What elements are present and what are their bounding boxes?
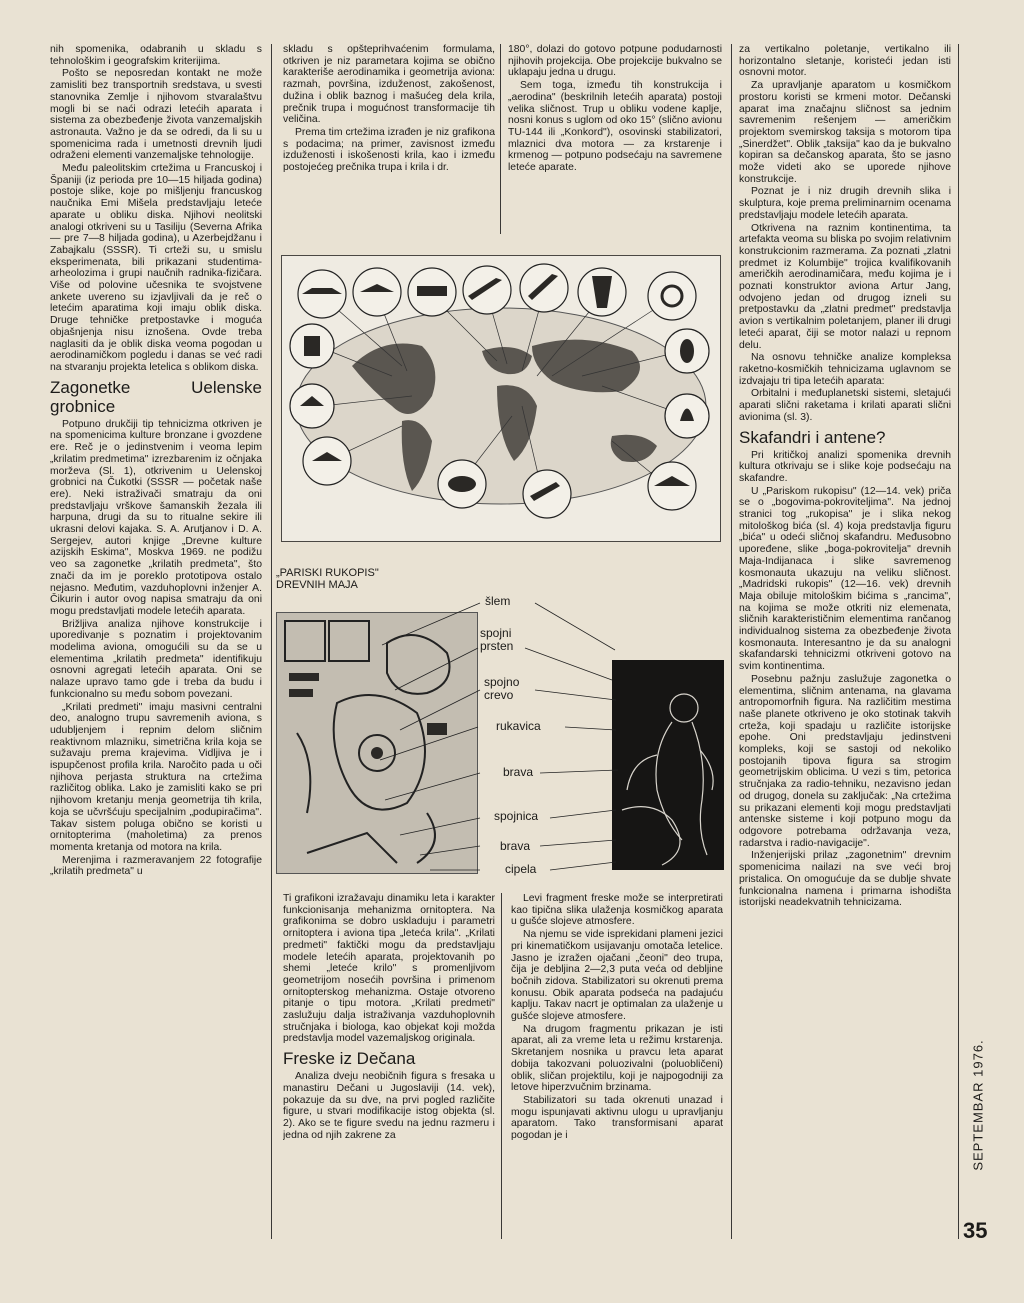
- paragraph: Levi fragment freske može se interpretirati kao tipična slika ulaženja kosmičkog aparata u gušće slojeve atmosfere.: [511, 893, 723, 928]
- label-rukavica: rukavica: [496, 719, 541, 733]
- column-1: [50, 44, 262, 1244]
- paragraph: 180°, dolazi do gotovo potpune podudarnosti njihovih projekcija. Obe projekcije bukvalno se uklapaju jedna u drugu.: [508, 44, 722, 79]
- paragraph: Ti grafikoni izražavaju dinamiku leta i karakter funkcionisanja mehanizma ornitoptera. Na grafikonima se dobro uskladuju i parametri ornitoptera i aviona tipa „leteća krila". „Krilati predmeti" faktički mogu da predstavljaju modele letećih aparata, projektovanih po shemi „leteće krilo" s promenljivom geometrijom nosećih površina i primenom ornitopterskog mehanizma. Ostaje otvoreno pitanje o tipu motora. „Krilati predmeti" zaslužuju dalja istraživanja vazduhoplovnih stručnjaka i biologa, kao objekat koji možda predstavlja model vazemaljskog originala.: [283, 893, 495, 1045]
- paragraph: Među paleolitskim crtežima u Francuskoj i Španiji (iz perioda pre 10—15 hiljada godina) postoje slike, koje po mišljenju francuskog naučnika Emi Mišela predstavljaju leteće aparate u obliku diska. Njihovi neolitski analogi otkriveni su u Tasiliju (Severna Afrika — pre 7—8 hiljada godina), u Azerbejdžanu i Zabajkalu (SSSR). Ti crteži su, u smislu eksperimenata, bili prikazani studentima-arheolozima i grupi naučnih radnika-fizičara. Više od polovine učesnika te svojstvene ankete uvereno su izjavljivali da je reč o letećim aparatima koji imaju oblik diska. Druge tehničke pretpostavke i moguća objašnjenja nisu iznošena. Ovde treba naglasiti da je oblik diska veoma pogodan u aerodinamičkom pogledu i danas se već radi na stvaranju projekta letelica s oblikom diska.: [50, 163, 262, 373]
- column-rule: [271, 44, 272, 1239]
- paragraph: Poznat je i niz drugih drevnih slika i skulptura, koje prema preliminarnim ocenama predstavljaju modele letećih aparata.: [739, 186, 951, 221]
- paragraph: Potpuno drukčiji tip tehnicizma otkriven je na spomenicima kulture bronzane i gvozdene ere. Reč je o jedinstvenim i veoma lepim „krilatim predmetima" izrezbarenim iz očnjaka morževa (Sl. 1), otkrivenim u Uelenskoj grobnici na Čukotki (SSSR — početak naše ere). Neki istraživači smatraju da oni predstavljaju vrškove šamanskih žezala ili harpuna, drugi da su to ritualne sekire ili ukrasni delovi kajaka. S. A. Arutjanov i D. A. Sergejev, autori knjige „Drevne kulture azijskih Eskima", Moskva 1969. ne podižu veo sa zagonetke „krilatih predmeta", što znači da im je poreklo prototipova ostalo nejasno. Međutim, vazduhoplovni inženjer A. Čikurin i autor ovog napisa smatraju da oni mogu predstavljati modele letećih aparata.: [50, 418, 262, 617]
- maya-codex-illustration: [277, 613, 477, 873]
- paragraph: nih spomenika, odabranih u skladu s tehnološkim i geografskim kriterijima.: [50, 44, 262, 67]
- paragraph: skladu s opšteprihvaćenim formulama, otkriven je niz parametara kojima se obično karakteriše aerodinamika i geometrija aviona: razmah, površina, izduženost, zakošenost, dužina i oblik baznog i mašućeg dela krila, prečnik trupa i mogućnost transformacije tih veličina.: [283, 44, 495, 126]
- paragraph: Prema tim crtežima izrađen je niz grafikona s podacima; na primer, zavisnost između izduženosti i iskošenosti krila, kao i između postojećeg prečnika trupa i krila i dr.: [283, 126, 495, 174]
- paragraph: Pošto se neposredan kontakt ne može zamisliti bez transportnih sredstava, u svesti stanovnika Zemlje i njihovom stvaralaštvu mogli bi se naći odrazi letećih aparata i sistema za obezbeđenje života vanzemaljskih astronauta. Važno je da se odredi, da li su u spomenicima rada i umetnosti drevnih ljudi odraženi elementi vanzemaljske tehnologije.: [50, 68, 262, 162]
- paragraph: Posebnu pažnju zaslužuje zagonetka o elementima, sličnim antenama, na glavama antropomorfnih figura. Na različitim mestima naše planete otkriveno je oko stotinak takvih crteža, koji spadaju u različite istorijske epohe. Oni predstavljaju jedinstveni kompleks, koji se sastoji od nekoliko postojanih tipova figura sa strogim geometrijskim oblicima. U vezi s tim, petorica stručnjaka za radio-tehniku, nezavisno jedan od drugog, donela su zaključak: „Na crtežima su prikazani elementi koji mogu predstavljati antenske sisteme i koji potpuno mogu da odgovore potrebama održavanja veza, radarstva i radio-navigacije".: [739, 673, 951, 849]
- column-3-top: [508, 44, 722, 234]
- paragraph: za vertikalno poletanje, vertikalno ili horizontalno sletanje, koristeći jedan isti osnovni motor.: [739, 44, 951, 79]
- column-rule: [500, 44, 501, 234]
- paragraph: Merenjima i razmeravanjem 22 fotografije „krilatih predmeta" u: [50, 854, 262, 878]
- label-brava: brava: [503, 765, 534, 779]
- column-2-top: [283, 44, 495, 234]
- column-rule: [501, 893, 502, 1239]
- paragraph: Na njemu se vide isprekidani plameni jezici pri kinematičkom usijavanju omotača letelice. Jasno je izražen ojačani „čeoni" deo trupa, čija je debljina 2—2,3 puta veća od debljine bočnih zidova. Stabilizatori su okrenuti prema konusu. Obik aparata podseća na padajuću kaplju. Takav nacrt je optimalan za ulaženje u gušće slojeve atmosfere.: [511, 929, 723, 1023]
- paragraph: Na osnovu tehničke analize kompleksa raketno-kosmičkih tehnicizama uglavnom se izdvajaju tri tipa letećih aparata:: [739, 352, 951, 387]
- section-heading-uelen: Zagonetke Uelenske grobnice: [50, 377, 262, 416]
- paragraph: Analiza dveju neobičnih figura s fresaka u manastiru Dečani u Jugoslaviji (14. vek), pokazuje da su dve, na prvi pogled različite figure, u stvari modifikacije istog objekta (sl. 2). Ako se te figure svedu na jednu razmeru i jedna od njih zakrene za: [283, 1071, 495, 1141]
- paragraph: Na drugom fragmentu prikazan je isti aparat, ali za vreme leta u režimu krstarenja. Skretanjem nosnika u pravcu leta aparat dobija takozvani poluozivalni (poluobličeni) oblik, sličan projektilu, koji je najpogodniji za letove hiperzvučnim brzinama.: [511, 1023, 723, 1094]
- section-heading-skafandri: Skafandri i antene?: [739, 427, 886, 447]
- issue-date-vertical: [965, 1000, 991, 1210]
- column-rule: [731, 44, 732, 1239]
- section-heading-decani: Freske iz Dečana: [283, 1049, 416, 1069]
- issue-date-text: SEPTEMBAR 1976.: [970, 1039, 986, 1171]
- paragraph: „Krilati predmeti" imaju masivni centralni deo, analogno trupu savremenih aviona, s udubljenjem i repnim delom sličnim reaktivnom mlazniku, simetrična krila koja se sužavaju prema krajevima. Vidljiva je i ispupčenost profila krila. Naročito pada u oči njihova perjasta struktura na crtežima različitog oblika. Lako je zamisliti kako se pri njihovom kretanju menja geometrija tih krila, koja se učvršćuju specijalnim „podupiračima". Takav sistem poluga obično se koristi u ornitopterima (maholetima) za prenos momenta kretanja od motora na krila.: [50, 701, 262, 853]
- figure-caption-pariski-rukopis: „PARISKI RUKOPIS" DREVNIH MAJA: [276, 567, 379, 591]
- paragraph: Inženjerijski prilaz „zagonetnim" drevnim spomenicima nailazi na sve veći broj pristalica. On omogućuje da se dublje shvate funkcionalna namena i primarna ishodišta istorijski neadekvatnih tehnicizama.: [739, 850, 951, 909]
- label-spojni-prsten: spojni prsten: [480, 626, 514, 653]
- label-spojnica: spojnica: [494, 809, 539, 823]
- paragraph: Orbitalni i međuplanetski sistemi, sletajući aparati slični raketama i krilati aparati slični avionima (sl. 3).: [739, 388, 951, 423]
- page-number: 35: [963, 1218, 988, 1243]
- paragraph: Sem toga, između tih konstrukcija i „aerodina" (beskrilnih letećih aparata) postoji velika sličnost. Trup u obliku vodene kaplje, nosni konus s uglom od oko 15° (slično avionu TU-144 ili „Konkord"), osovinski stabilizatori, mlaznici dva motora — za krstarenje i krmenog — potpuno podsećaju na savremene leteće aparate.: [508, 80, 722, 174]
- column-4: [739, 44, 951, 1244]
- label-cipela: cipela: [505, 862, 537, 876]
- label-spojno-crevo: spojno crevo: [484, 675, 520, 702]
- paragraph: U „Pariskom rukopisu" (12—14. vek) priča se o „bogovima-pokroviteljima". Na jednoj stranici tog „rukopisa" je i slika nekog mitološkog bića (sl. 4) koja predstavlja figuru „bića" u odeći sličnoj skafandru. Međusobno upoređene, slike „boga-pokrovitelja" drevnih Maja-Indijanaca i slike savremenog kosmonauta ukazuju na veliku sličnost. „Madridski rukopis" (12—16. vek) drevnih Maja obiluje mitološkim bićima s „rancima", na kojima se može otkriti niz elemenata, sličnih karakterističnim elementima rančanog individualnog sistema za obezbeđenje života kosmonauta. Interesantno je da su analogni skafandarski tehnicizmi otkriveni gotovo na svim kontinentima.: [739, 485, 951, 673]
- paragraph: Za upravljanje aparatom u kosmičkom prostoru koristi se krmeni motor. Dečanski aparat ima značajnu sličnost sa jednim savremenim rešenjem — američkim projektom svemirskog taksija s motorom tipa „Sinerdžet". Oblik „taksija" kao da je bukvalno kopiran sa dečanskog aparata, što se jasno može videti ako se uporede njihove konstrukcije.: [739, 80, 951, 185]
- col1-intro: [50, 44, 262, 374]
- paragraph: Brižljiva analiza njihove konstrukcije i uporedivanje s poznatim i projektovanim modelima aviona, omogućili su da se u elementima „krilatih predmeta" identifikuju osnovni agregati letećih aparata. Oni se nalaze upravo tamo gde i treba da budu i funkcionalno su među sobom povezani.: [50, 618, 262, 700]
- astronaut-illustration: [612, 660, 724, 870]
- maya-codex-fragment: [276, 612, 478, 874]
- side-rule: [958, 44, 959, 1239]
- world-map-illustration: [282, 256, 720, 541]
- paragraph: Stabilizatori su tada okrenuti unazad i mogu ispunjavati aktivnu ulogu u upravljanju aparatom. Tako transformisani aparat pogodan je i: [511, 1094, 723, 1142]
- world-map-figure: [281, 255, 721, 542]
- astronaut-photo: [612, 660, 724, 870]
- column-3-bottom: [511, 893, 723, 1243]
- paragraph: Pri kritičkoj analizi spomenika drevnih kultura otkrivaju se i slike koje podsećaju na skafandre.: [739, 449, 951, 484]
- label-brava-2: brava: [500, 839, 531, 853]
- label-slem: šlem: [485, 594, 511, 608]
- paragraph: Otkrivena na raznim kontinentima, ta artefakta veoma su bliska po svojim relativnim konstrukcionim razmerama. Za poznati „zlatni predmet iz Kolumbije" trojica kvalifikovanih američkih aerodinamičara, među kojima je i poznati konstruktor aviona Artur Jang, odvojeno jedan od drugog izneli su pretpostavku da „zlatni predmet" predstavlja avion s vertikalnim poletanjem, planer ili drugi leteći aparat, čiji se motor nalazi u repnom delu.: [739, 222, 951, 351]
- column-2-bottom: [283, 893, 495, 1243]
